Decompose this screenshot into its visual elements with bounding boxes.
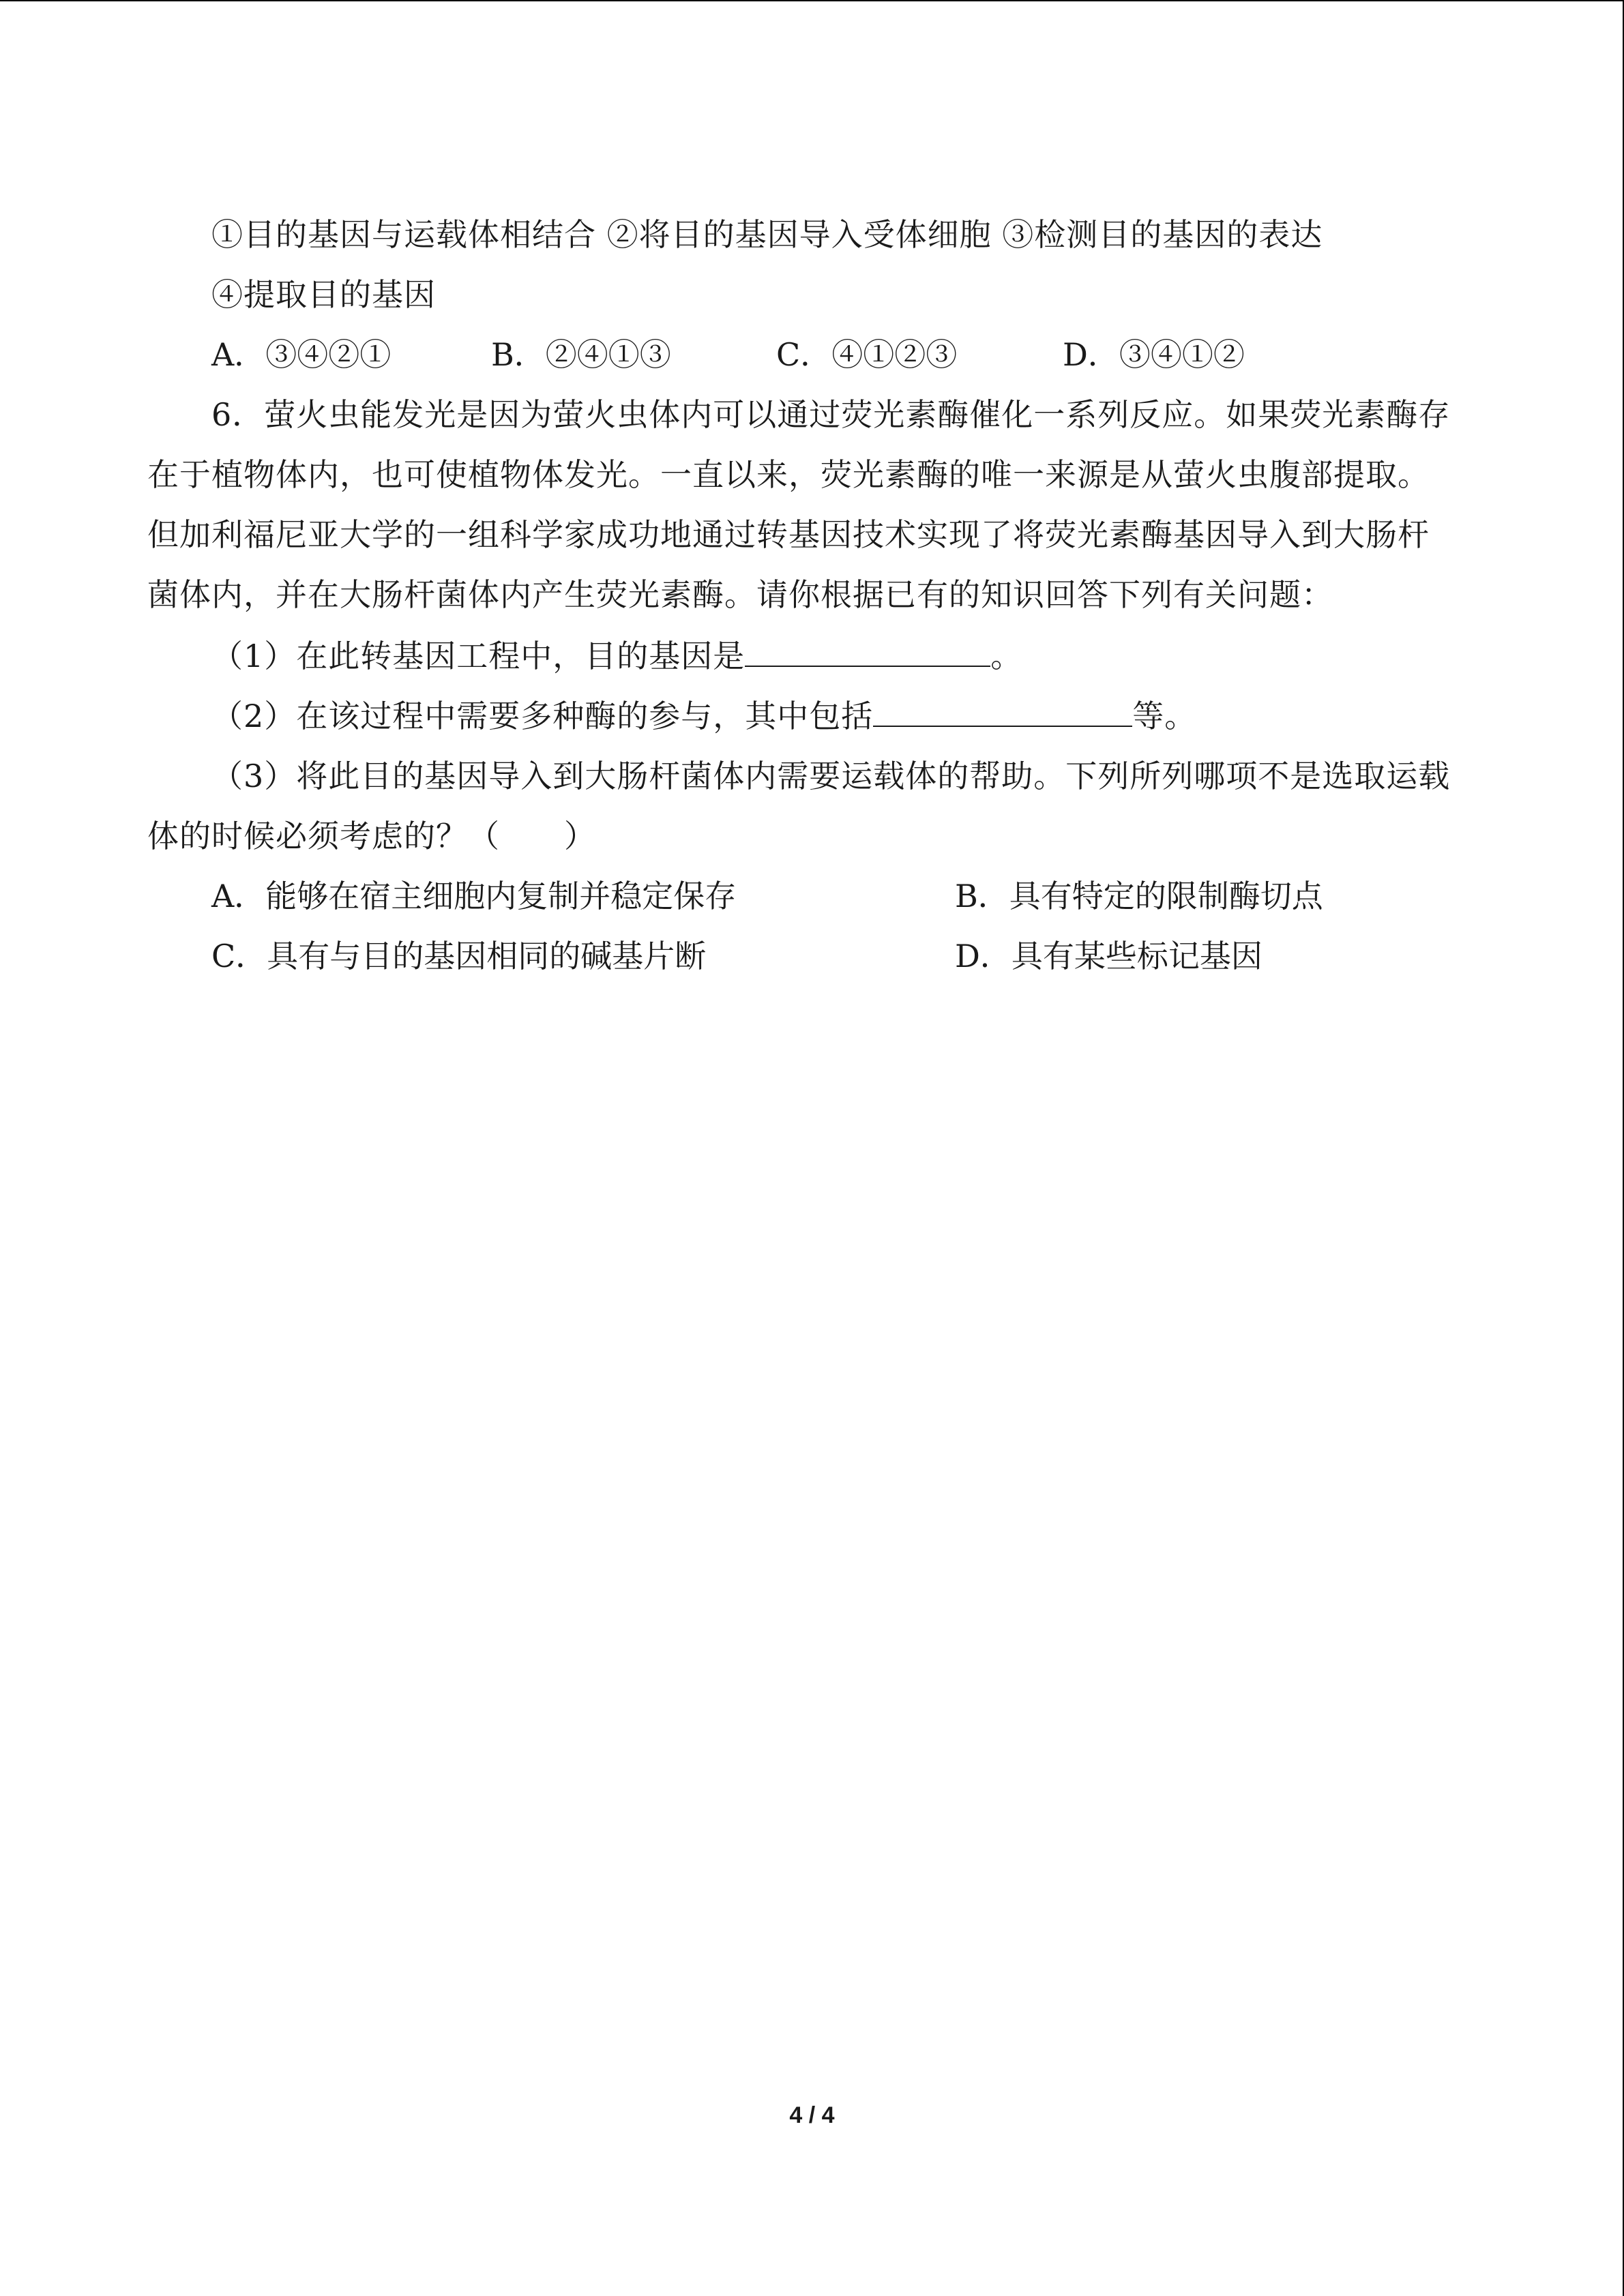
q5-option-c: C．④①②③: [776, 336, 958, 373]
q6-sub2-end: 等。: [1132, 698, 1197, 734]
q6-sub1-answer-blank[interactable]: [745, 636, 990, 667]
q6-option-a: A．能够在宿主细胞内复制并稳定保存: [211, 878, 737, 914]
q5-option-b: B．②④①③: [491, 336, 671, 373]
q6-stem-line-3: 但加利福尼亚大学的一组科学家成功地通过转基因技术实现了将荧光素酶基因导入到大肠杆: [147, 516, 1430, 553]
q6-sub2: [211, 696, 1196, 736]
q6-option-b: B．具有特定的限制酶切点: [955, 878, 1323, 914]
q6-sub1-end: 。: [990, 638, 1023, 674]
q5-option-d: D．③④①②: [1063, 336, 1245, 373]
q6-option-c: C．具有与目的基因相同的碱基片断: [211, 938, 707, 974]
q6-sub2-text: （2）在该过程中需要多种酶的参与，其中包括: [211, 698, 874, 734]
q6-sub3-line-2: 体的时候必须考虑的？（ ）: [147, 818, 596, 854]
steps-line-1: ①目的基因与运载体相结合 ②将目的基因导入受体细胞 ③检测目的基因的表达: [211, 216, 1323, 253]
q6-sub2-answer-blank[interactable]: [873, 696, 1132, 727]
q6-sub1-text: （1）在此转基因工程中，目的基因是: [211, 638, 745, 674]
q6-stem-line-2: 在于植物体内，也可使植物体发光。一直以来，荧光素酶的唯一来源是从萤火虫腹部提取。: [147, 456, 1430, 493]
q6-stem-line-4: 菌体内，并在大肠杆菌体内产生荧光素酶。请你根据已有的知识回答下列有关问题：: [147, 576, 1333, 613]
q5-option-a: A．③④②①: [211, 336, 392, 373]
page-number: 4 / 4: [789, 2102, 835, 2128]
q6-option-d: D．具有某些标记基因: [955, 938, 1263, 974]
q6-stem-line-1: 6．萤火虫能发光是因为萤火虫体内可以通过荧光素酶催化一系列反应。如果荧光素酶存: [211, 396, 1451, 433]
q6-sub1: [211, 636, 1022, 676]
steps-line-2: ④提取目的基因: [211, 276, 436, 313]
q6-sub3-line-1: （3）将此目的基因导入到大肠杆菌体内需要运载体的帮助。下列所列哪项不是选取运载: [211, 758, 1451, 794]
